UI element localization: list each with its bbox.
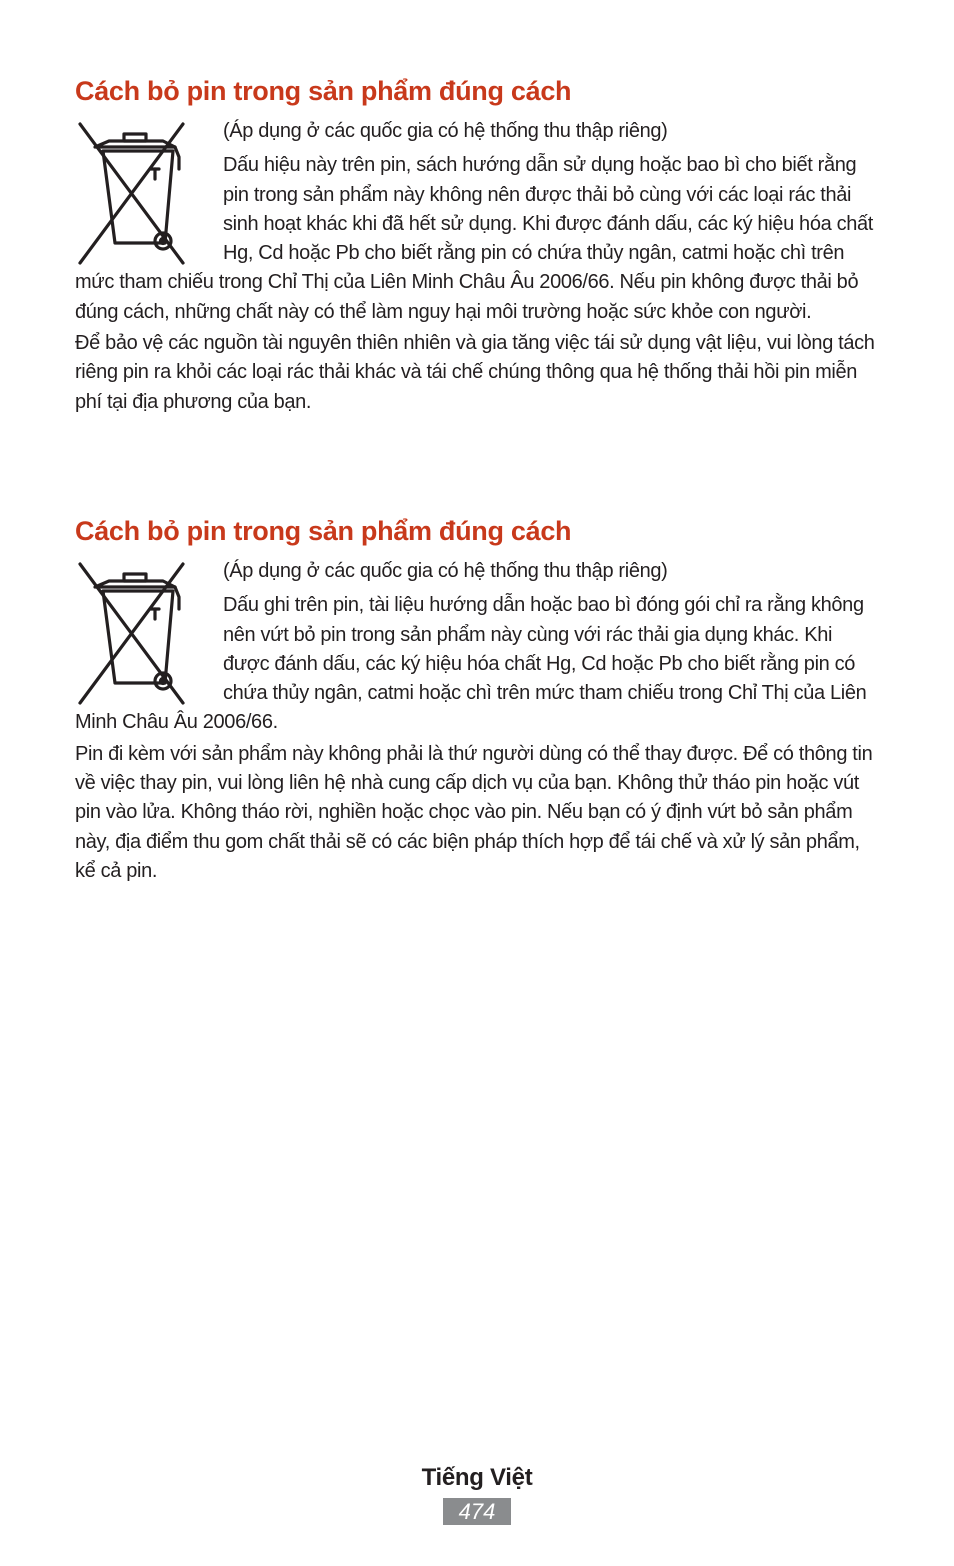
body-paragraph: Dấu hiệu này trên pin, sách hướng dẫn sử dụng hoặc bao bì cho biết rằng pin trong sản phẩm này không nên được thải bỏ cùng với các loại rác thải sinh hoạt khác khi đã hết sử dụng. Khi được đánh dấu, các ký hiệu hóa chất Hg, Cd hoặc Pb cho biết rằng pin có chứa thủy ngân, catmi hoặc chì trên mức tham chiếu trong Chỉ Thị của Liên Minh Châu Âu 2006/66. Nếu pin không được thải bỏ đúng cách, những chất này có thể làm nguy hại môi trường hoặc sức khỏe con người. [75, 154, 873, 323]
page-number-badge: 474 [443, 1498, 511, 1525]
language-label: Tiếng Việt [421, 1464, 533, 1491]
section-heading: Cách bỏ pin trong sản phẩm đúng cách [75, 516, 572, 546]
section-heading: Cách bỏ pin trong sản phẩm đúng cách [75, 76, 572, 106]
section-body [75, 117, 881, 417]
page-footer [0, 1462, 954, 1525]
crossed-out-wheelie-bin-icon [75, 559, 188, 707]
body-paragraph: Dấu ghi trên pin, tài liệu hướng dẫn hoặc bao bì đóng gói chỉ ra rằng không nên vứt bỏ pin trong sản phẩm này cùng với rác thải gia dụng khác. Khi được đánh dấu, các ký hiệu hóa chất Hg, Cd hoặc Pb cho biết rằng pin có chứa thủy ngân, catmi hoặc chì trên mức tham chiếu trong Chỉ Thị của Liên Minh Châu Âu 2006/66. [75, 594, 867, 734]
battery-disposal-section-1 [75, 74, 881, 417]
applicability-note: (Áp dụng ở các quốc gia có hệ thống thu thập riêng) [223, 120, 668, 142]
body-paragraph: Pin đi kèm với sản phẩm này không phải là thứ người dùng có thể thay được. Để có thông tin về việc thay pin, vui lòng liên hệ nhà cung cấp dịch vụ của bạn. Không thử tháo pin hoặc vút pin vào lửa. Không tháo rời, nghiền hoặc chọc vào pin. Nếu bạn có ý định vứt bỏ sản phẩm này, địa điểm thu gom chất thải sẽ có các biện pháp thích hợp để tái chế và xử lý sản phẩm, kể cả pin. [75, 742, 873, 882]
crossed-out-wheelie-bin-icon [75, 119, 188, 267]
section-body [75, 557, 881, 886]
battery-disposal-section-2 [75, 514, 881, 886]
body-paragraph: Để bảo vệ các nguồn tài nguyên thiên nhiên và gia tăng việc tái sử dụng vật liệu, vui lòng tách riêng pin ra khỏi các loại rác thải khác và tái chế chúng thông qua hệ thống thải hồi pin miễn phí tại địa phương của bạn. [75, 332, 875, 413]
applicability-note: (Áp dụng ở các quốc gia có hệ thống thu thập riêng) [223, 560, 668, 582]
